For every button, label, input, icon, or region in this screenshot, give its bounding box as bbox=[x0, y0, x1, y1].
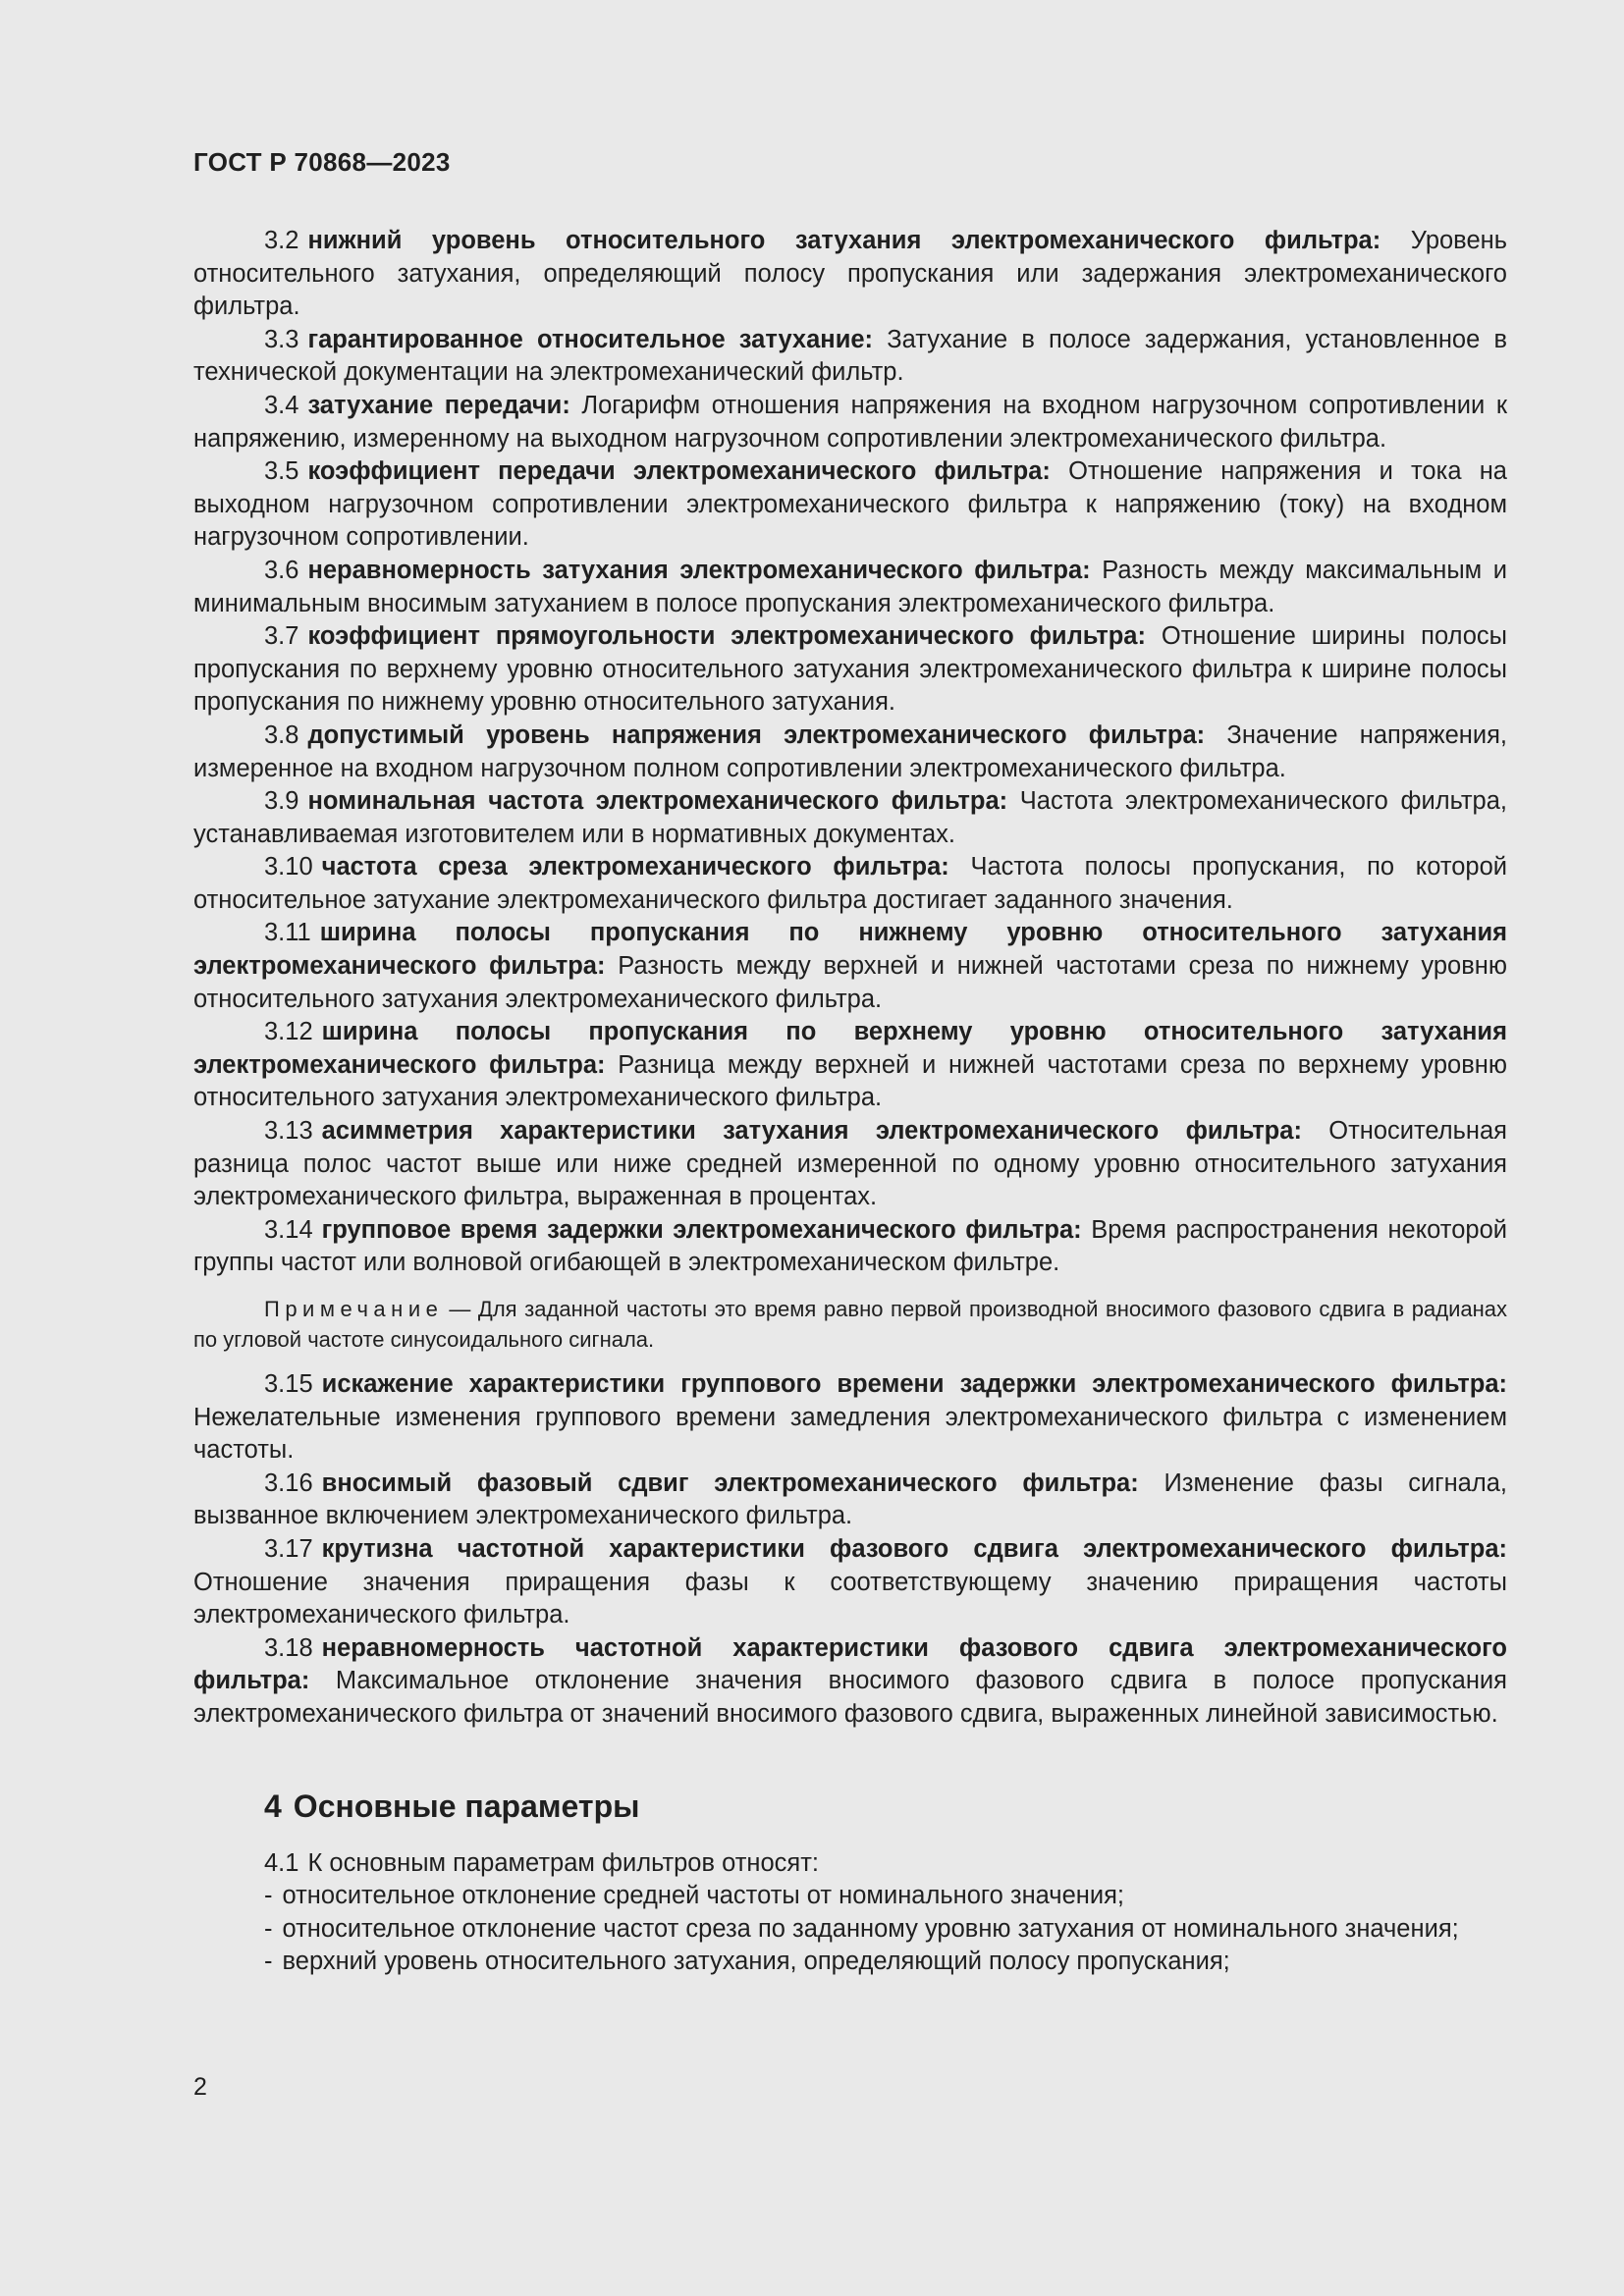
term-definition: Нежелательные изменения группового времени замедления электромеханического фильтра с изменением частоты. bbox=[193, 1403, 1507, 1465]
term-number: 3.12 bbox=[264, 1018, 313, 1046]
term-name: ширина полосы пропускания по верхнему уровню относительного затухания электромеханического фильтра: bbox=[193, 1018, 1507, 1079]
term-name: неравномерность частотной характеристики фазового сдвига электромеханического фильтра: bbox=[193, 1633, 1507, 1695]
term-definition: Разница между верхней и нижней частотами среза по верхнему уровню относительного затухания электромеханического фильтра. bbox=[193, 1050, 1507, 1112]
term-name: групповое время задержки электромеханического фильтра: bbox=[321, 1215, 1082, 1244]
term-definition: Отношение напряжения и тока на выходном нагрузочном сопротивлении электромеханического фильтра к напряжению (току) на входном нагрузочном сопротивлении. bbox=[193, 457, 1507, 552]
document-header: ГОСТ Р 70868—2023 bbox=[193, 147, 451, 177]
term-number: 3.7 bbox=[264, 622, 299, 651]
term-number: 3.14 bbox=[264, 1215, 313, 1244]
term-definition: Логарифм отношения напряжения на входном нагрузочном сопротивлении к напряжению, измеренному на выходном нагрузочном сопротивлении электромеханического фильтра. bbox=[193, 391, 1507, 453]
term-name: асимметрия характеристики затухания электромеханического фильтра: bbox=[321, 1117, 1302, 1146]
term-number: 3.3 bbox=[264, 325, 299, 353]
list-dash: - bbox=[264, 1914, 273, 1943]
term-number: 3.15 bbox=[264, 1370, 313, 1398]
term-3-12 bbox=[193, 1016, 1507, 1115]
term-number: 3.6 bbox=[264, 556, 299, 584]
term-name: частота среза электромеханического фильтра: bbox=[321, 853, 949, 881]
term-3-13 bbox=[193, 1115, 1507, 1214]
term-3-14 bbox=[193, 1214, 1507, 1280]
list-item-text: верхний уровень относительного затухания, определяющий полосу пропускания; bbox=[282, 1948, 1230, 1976]
term-number: 3.5 bbox=[264, 457, 299, 486]
term-definition: Разность между верхней и нижней частотами среза по нижнему уровню относительного затухания электромеханического фильтра. bbox=[193, 952, 1507, 1013]
document-body bbox=[193, 225, 1507, 1979]
term-definition: Отношение значения приращения фазы к соответствующему значению приращения частоты электромеханического фильтра. bbox=[193, 1568, 1507, 1629]
term-name: искажение характеристики группового времени задержки электромеханического фильтра: bbox=[321, 1370, 1507, 1398]
note-label: Примечание bbox=[264, 1297, 444, 1321]
term-3-10 bbox=[193, 851, 1507, 917]
term-number: 3.11 bbox=[264, 919, 311, 947]
term-3-6 bbox=[193, 555, 1507, 620]
list-dash: - bbox=[264, 1882, 273, 1910]
term-definition: Затухание в полосе задержания, установленное в технической документации на электромеханический фильтр. bbox=[193, 325, 1507, 387]
term-name: крутизна частотной характеристики фазового сдвига электромеханического фильтра: bbox=[321, 1534, 1507, 1563]
term-name: нижний уровень относительного затухания электромеханического фильтра: bbox=[307, 227, 1381, 254]
paragraph-number: 4.1 bbox=[264, 1848, 299, 1877]
term-3-15 bbox=[193, 1368, 1507, 1468]
term-3-2 bbox=[193, 225, 1507, 324]
term-name: допустимый уровень напряжения электромеханического фильтра: bbox=[307, 721, 1206, 749]
term-definition: Изменение фазы сигнала, вызванное включением электромеханического фильтра. bbox=[193, 1468, 1507, 1530]
term-3-7 bbox=[193, 620, 1507, 720]
term-3-16 bbox=[193, 1468, 1507, 1533]
note-text: — Для заданной частоты это время равно первой производной вносимого фазового сдвига в радианах по угловой частоте синусоидального сигнала. bbox=[193, 1297, 1507, 1352]
term-3-17 bbox=[193, 1533, 1507, 1632]
term-3-3 bbox=[193, 324, 1507, 390]
term-definition: Частота электромеханического фильтра, устанавливаемая изготовителем или в нормативных документах. bbox=[193, 787, 1507, 848]
term-3-8 bbox=[193, 720, 1507, 785]
term-definition: Разность между максимальным и минимальным вносимым затуханием в полосе пропускания электромеханического фильтра. bbox=[193, 556, 1507, 617]
note bbox=[193, 1294, 1507, 1355]
term-3-5 bbox=[193, 455, 1507, 555]
term-number: 3.8 bbox=[264, 721, 299, 749]
term-3-4 bbox=[193, 390, 1507, 455]
paragraph-4-1 bbox=[193, 1847, 1507, 1881]
term-name: неравномерность затухания электромеханического фильтра: bbox=[307, 556, 1091, 584]
term-definition: Время распространения некоторой группы частот или волновой огибающей в электромеханическом фильтре. bbox=[193, 1215, 1507, 1277]
term-number: 3.13 bbox=[264, 1117, 313, 1146]
term-name: коэффициент передачи электромеханического фильтра: bbox=[307, 457, 1051, 486]
list-item bbox=[193, 1946, 1507, 1979]
term-number: 3.18 bbox=[264, 1633, 313, 1662]
term-definition: Значение напряжения, измеренное на входном нагрузочном полном сопротивлении электромеханического фильтра. bbox=[193, 721, 1507, 782]
term-3-11 bbox=[193, 917, 1507, 1016]
term-definition: Уровень относительного затухания, определяющий полосу пропускания или задержания электромеханического фильтра. bbox=[193, 227, 1507, 321]
term-number: 3.2 bbox=[264, 227, 299, 254]
term-number: 3.4 bbox=[264, 391, 299, 419]
list-item-text: относительное отклонение частот среза по заданному уровню затухания от номинального значения; bbox=[282, 1914, 1459, 1943]
paragraph-text: К основным параметрам фильтров относят: bbox=[307, 1848, 819, 1877]
list-dash: - bbox=[264, 1948, 273, 1976]
term-name: коэффициент прямоугольности электромеханического фильтра: bbox=[307, 622, 1146, 651]
term-name: номинальная частота электромеханического фильтра: bbox=[307, 787, 1008, 816]
section-4-heading bbox=[264, 1787, 1507, 1826]
section-number: 4 bbox=[264, 1788, 282, 1824]
term-name: затухание передачи: bbox=[307, 391, 570, 419]
term-number: 3.10 bbox=[264, 853, 313, 881]
term-definition: Отношение ширины полосы пропускания по верхнему уровню относительного затухания электромеханического фильтра к ширине полосы пропускания по нижнему уровню относительного затухания. bbox=[193, 622, 1507, 717]
term-3-9 bbox=[193, 785, 1507, 851]
page-number: 2 bbox=[193, 2073, 207, 2101]
section-title: Основные параметры bbox=[293, 1788, 640, 1824]
term-definition: Частота полосы пропускания, по которой относительное затухание электромеханического фильтра достигает заданного значения. bbox=[193, 853, 1508, 914]
term-definition: Максимальное отклонение значения вносимого фазового сдвига в полосе пропускания электромеханического фильтра от значений вносимого фазового сдвига, выраженных линейной зависимостью. bbox=[193, 1667, 1507, 1728]
term-number: 3.9 bbox=[264, 787, 299, 816]
list-item bbox=[193, 1913, 1507, 1947]
term-definition: Относительная разница полос частот выше или ниже средней измеренной по одному уровню относительного затухания электромеханического фильтра, выраженная в процентах. bbox=[193, 1117, 1507, 1211]
list-item-text: относительное отклонение средней частоты от номинального значения; bbox=[282, 1882, 1124, 1910]
term-number: 3.16 bbox=[264, 1468, 313, 1497]
term-name: ширина полосы пропускания по нижнему уровню относительного затухания электромеханического фильтра: bbox=[193, 919, 1507, 981]
list-item bbox=[193, 1880, 1507, 1913]
term-3-18 bbox=[193, 1632, 1507, 1732]
term-name: гарантированное относительное затухание: bbox=[307, 325, 874, 353]
term-number: 3.17 bbox=[264, 1534, 313, 1563]
term-name: вносимый фазовый сдвиг электромеханического фильтра: bbox=[321, 1468, 1139, 1497]
